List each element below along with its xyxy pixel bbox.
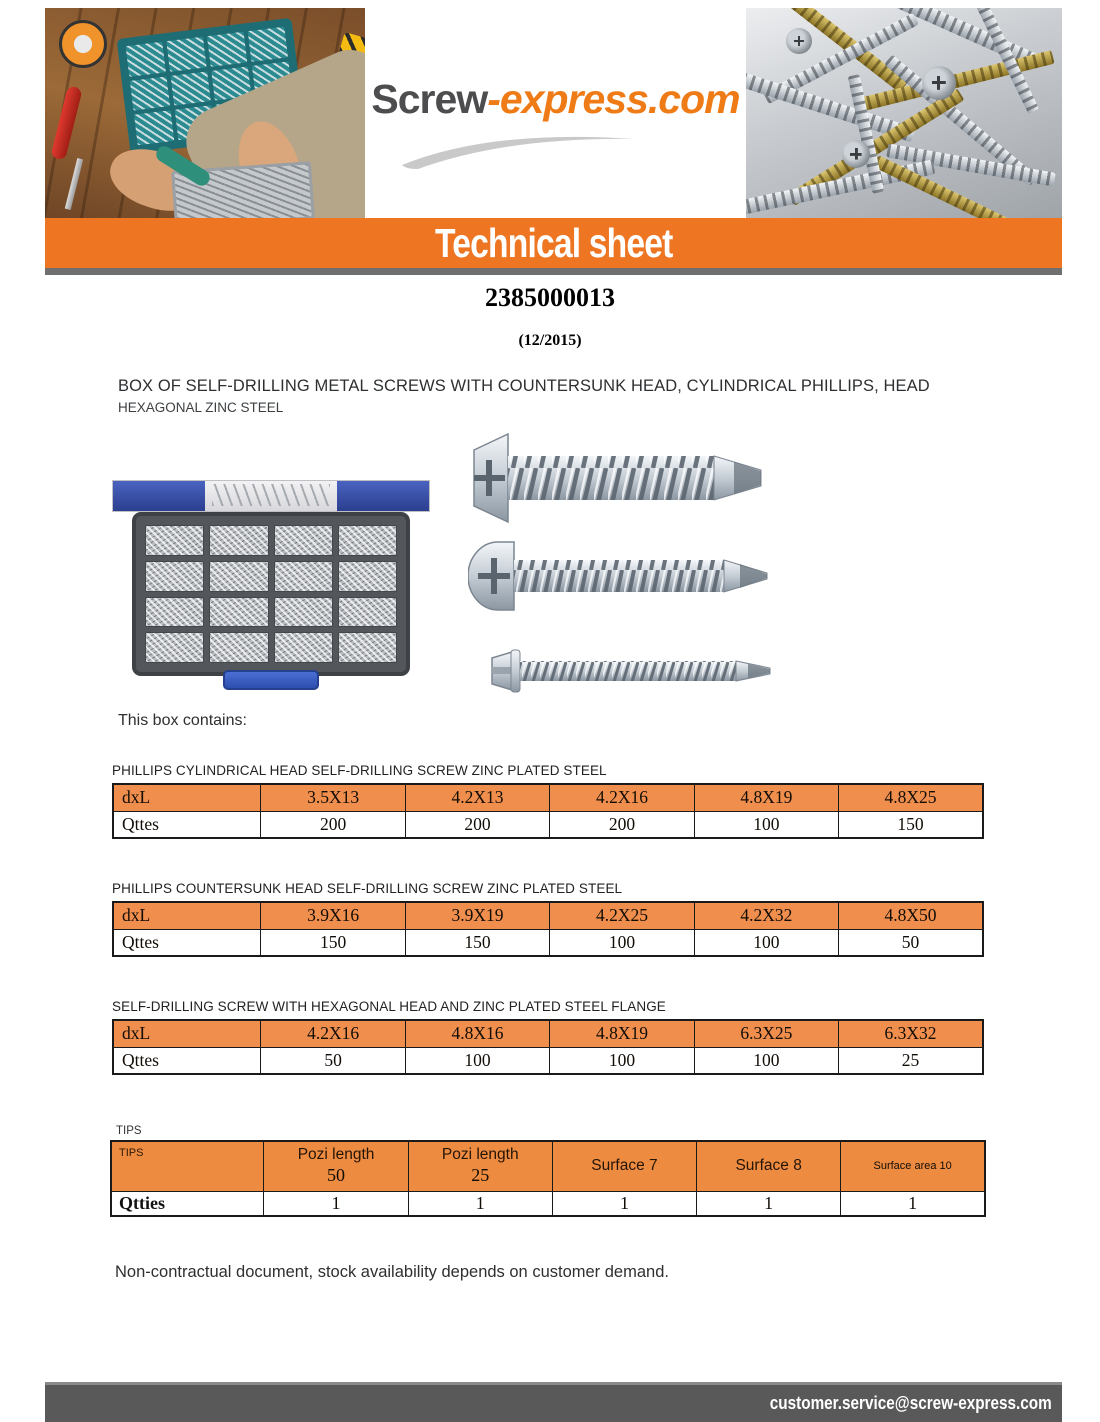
description-line1: BOX OF SELF-DRILLING METAL SCREWS WITH COUNTERSUNK HEAD, CYLINDRICAL PHILLIPS, HEAD	[118, 377, 930, 395]
size-cell: 4.2X13	[405, 784, 549, 811]
size-cell: 4.8X50	[839, 902, 983, 929]
logo-swoosh	[396, 125, 656, 169]
size-cell: 4.2X16	[550, 784, 694, 811]
spec-table-countersunk	[112, 901, 984, 957]
tips-qty-cell: 1	[264, 1191, 408, 1216]
description-line2: HEXAGONAL ZINC STEEL	[118, 400, 284, 415]
product-description	[118, 377, 998, 415]
tips-table-section	[110, 1140, 986, 1217]
table-title: PHILLIPS COUNTERSUNK HEAD SELF-DRILLING SCREW ZINC PLATED STEEL	[112, 881, 623, 896]
logo-text-screw: Screw	[371, 75, 488, 122]
size-cell: 4.8X25	[839, 784, 983, 811]
qty-cell: 100	[550, 929, 694, 956]
tips-table	[110, 1140, 986, 1217]
table-section-cylindrical	[112, 763, 984, 839]
qty-cell: 100	[694, 811, 838, 838]
tips-col-header: Pozi length 25	[408, 1141, 552, 1191]
lid-screws	[212, 484, 330, 506]
table-header-dxl: dxL	[113, 784, 261, 811]
qty-cell: 200	[261, 811, 405, 838]
size-cell: 4.2X16	[261, 1020, 405, 1047]
tape-measure	[59, 20, 107, 68]
countersunk-screw-image	[468, 428, 768, 528]
qty-cell: 150	[839, 811, 983, 838]
table-header-dxl: dxL	[113, 1020, 261, 1047]
qty-cell: 100	[550, 1047, 694, 1074]
screw-head	[786, 28, 812, 54]
tips-qty-cell: 1	[552, 1191, 696, 1216]
table-row-label: Qttes	[113, 811, 261, 838]
screw-head	[922, 66, 956, 100]
footer-bar	[45, 1382, 1062, 1422]
header	[45, 8, 1062, 218]
pan-head-screw-image	[468, 536, 774, 616]
tips-col-header: Surface 7	[552, 1141, 696, 1191]
tips-qty-cell: 1	[408, 1191, 552, 1216]
size-cell: 4.8X19	[550, 1020, 694, 1047]
tips-qty-cell: 1	[697, 1191, 841, 1216]
assortment-box-image	[112, 468, 430, 696]
qty-cell: 100	[694, 929, 838, 956]
table-row-label: Qttes	[113, 929, 261, 956]
box-compartments	[132, 512, 410, 676]
table-section-hexagonal	[112, 999, 984, 1075]
qty-cell: 200	[550, 811, 694, 838]
size-cell: 4.8X16	[405, 1020, 549, 1047]
qty-cell: 25	[839, 1047, 983, 1074]
size-cell: 6.3X25	[694, 1020, 838, 1047]
reference-number: 2385000013	[485, 283, 615, 312]
tips-col-header: Pozi length 50	[264, 1141, 408, 1191]
logo	[371, 76, 739, 123]
size-cell: 4.8X19	[694, 784, 838, 811]
qty-cell: 100	[694, 1047, 838, 1074]
qty-cell: 200	[405, 811, 549, 838]
tips-label: TIPS	[116, 1125, 142, 1137]
screws-pile-photo	[746, 8, 1062, 218]
tips-qty-cell: 1	[841, 1191, 985, 1216]
qty-cell: 50	[839, 929, 983, 956]
table-title: SELF-DRILLING SCREW WITH HEXAGONAL HEAD AND ZINC PLATED STEEL FLANGE	[112, 999, 666, 1014]
tips-corner-cell: TIPS	[111, 1141, 264, 1191]
qty-cell: 100	[405, 1047, 549, 1074]
tips-col-header: Surface 8	[697, 1141, 841, 1191]
size-cell: 4.2X25	[550, 902, 694, 929]
size-cell: 3.5X13	[261, 784, 405, 811]
logo-text-express: -express.com	[487, 75, 740, 122]
banner	[45, 218, 1062, 268]
table-title: PHILLIPS CYLINDRICAL HEAD SELF-DRILLING SCREW ZINC PLATED STEEL	[112, 763, 607, 778]
size-cell: 3.9X19	[405, 902, 549, 929]
divider-stripe	[45, 268, 1062, 275]
logo-area	[365, 8, 746, 218]
screws-image	[468, 428, 774, 700]
hex-head-screw-image	[486, 642, 776, 700]
table-header-dxl: dxL	[113, 902, 261, 929]
qty-cell: 50	[261, 1047, 405, 1074]
spec-table-hexagonal	[112, 1019, 984, 1075]
spec-table-cylindrical	[112, 783, 984, 839]
table-section-countersunk	[112, 881, 984, 957]
contains-label: This box contains:	[118, 712, 247, 729]
customer-service-email[interactable]: customer.service@screw-express.com	[770, 1393, 1052, 1413]
qty-cell: 150	[405, 929, 549, 956]
size-cell: 3.9X16	[261, 902, 405, 929]
screw-head	[842, 140, 870, 168]
size-cell: 4.2X32	[694, 902, 838, 929]
box-latch	[223, 670, 319, 690]
non-contractual-note: Non-contractual document, stock availability depends on customer demand.	[115, 1263, 669, 1281]
tips-row-label: Qtties	[111, 1191, 264, 1216]
banner-title: Technical sheet	[434, 219, 673, 266]
qty-cell: 150	[261, 929, 405, 956]
tips-col-header: Surface area 10	[841, 1141, 985, 1191]
size-cell: 6.3X32	[839, 1020, 983, 1047]
table-row-label: Qttes	[113, 1047, 261, 1074]
document-date: (12/2015)	[518, 332, 582, 349]
workbench-photo	[45, 8, 365, 218]
